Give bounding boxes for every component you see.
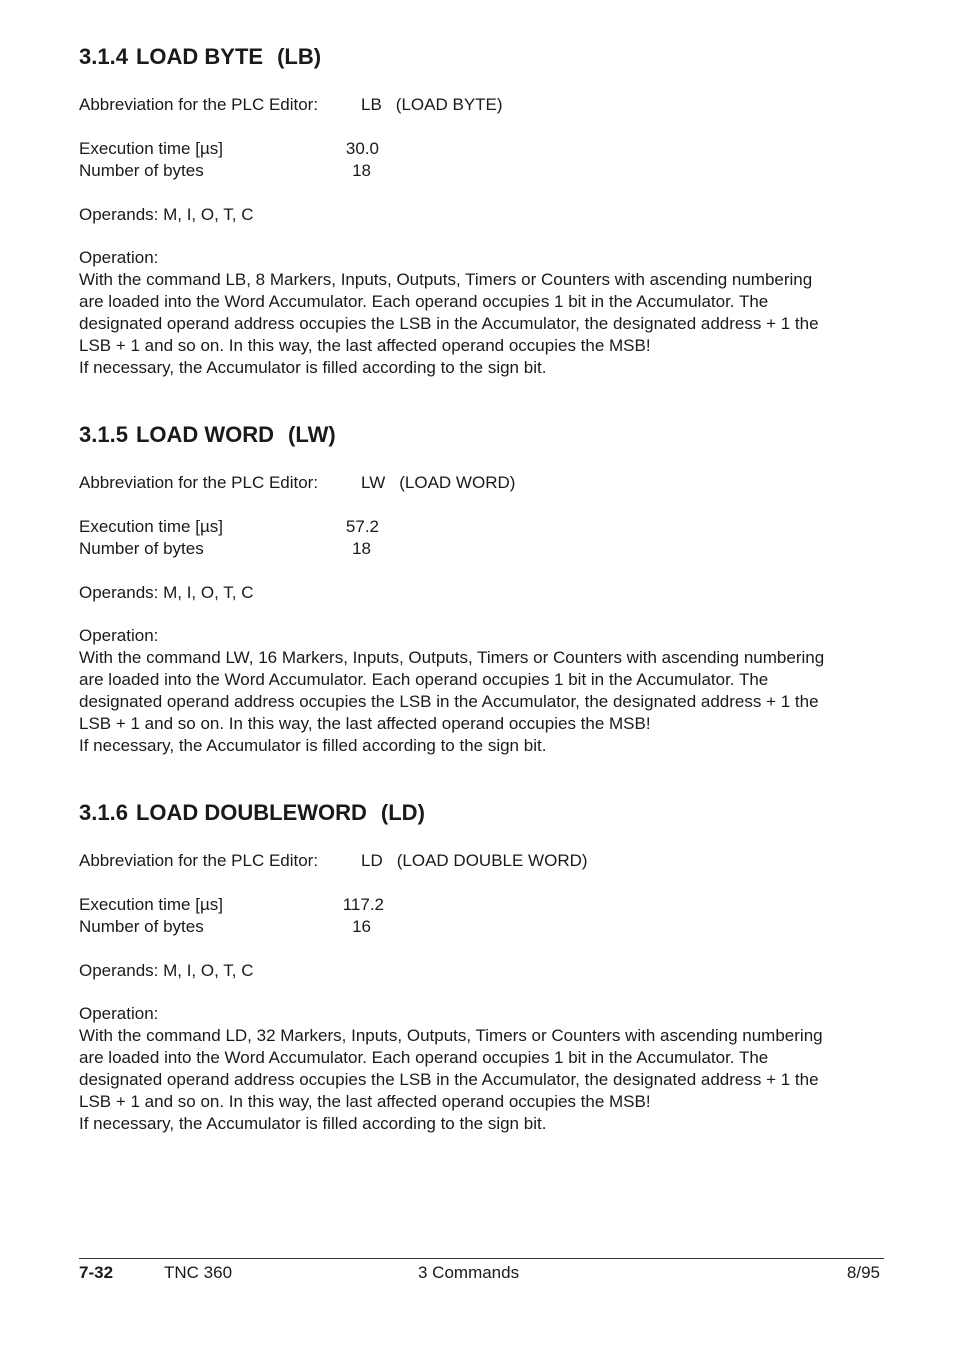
footer-product: TNC 360: [164, 1263, 233, 1282]
abbr-label: Abbreviation for the PLC Editor:: [79, 95, 319, 114]
operation-text: [79, 269, 889, 379]
section-code: (LW): [288, 422, 336, 447]
exec-time-label: Execution time [µs]: [79, 895, 223, 914]
operation-line: designated operand address occupies the LSB in the Accumulator, the designated address + 1 the: [79, 1070, 819, 1089]
exec-time-value: 30.0: [345, 139, 379, 158]
abbr-description: (LOAD WORD): [399, 473, 516, 492]
section-number: 3.1.5: [79, 422, 128, 447]
abbr-description: (LOAD BYTE): [395, 95, 503, 114]
section-heading: [79, 422, 336, 448]
bytes-label: Number of bytes: [79, 539, 204, 558]
section-number: 3.1.6: [79, 800, 128, 825]
operation-line: With the command LD, 32 Markers, Inputs, Outputs, Timers or Counters with ascending numbering: [79, 1026, 823, 1045]
footer-divider: [79, 1258, 884, 1259]
operation-line: LSB + 1 and so on. In this way, the last affected operand occupies the MSB!: [79, 1092, 651, 1111]
operation-text: [79, 1025, 889, 1135]
abbr-mnemonic: LW: [361, 473, 386, 492]
section-title: LOAD DOUBLEWORD: [135, 800, 367, 825]
operands: Operands: M, I, O, T, C: [79, 961, 254, 980]
footer-page-number: 7-32: [79, 1263, 114, 1282]
operation-line: are loaded into the Word Accumulator. Each operand occupies 1 bit in the Accumulator. The: [79, 292, 769, 311]
exec-time-label: Execution time [µs]: [79, 517, 223, 536]
operation-line: LSB + 1 and so on. In this way, the last affected operand occupies the MSB!: [79, 336, 651, 355]
abbr-description: (LOAD DOUBLE WORD): [396, 851, 588, 870]
footer-chapter: 3 Commands: [418, 1263, 520, 1282]
operation-line: If necessary, the Accumulator is filled according to the sign bit.: [79, 358, 547, 377]
abbr-mnemonic: LB: [361, 95, 382, 114]
footer-date: 8/95: [846, 1263, 880, 1282]
bytes-value: 18: [352, 539, 371, 558]
operation-label: Operation:: [79, 626, 159, 645]
section-heading: [79, 44, 321, 70]
abbr-value: [361, 94, 503, 116]
section-number: 3.1.4: [79, 44, 128, 69]
exec-time-label: Execution time [µs]: [79, 139, 223, 158]
bytes-label: Number of bytes: [79, 917, 204, 936]
operation-line: If necessary, the Accumulator is filled according to the sign bit.: [79, 736, 547, 755]
operation-line: LSB + 1 and so on. In this way, the last affected operand occupies the MSB!: [79, 714, 651, 733]
section-code: (LB): [277, 44, 322, 69]
bytes-value: 18: [352, 161, 371, 180]
exec-time-value: 57.2: [345, 517, 379, 536]
operation-line: are loaded into the Word Accumulator. Each operand occupies 1 bit in the Accumulator. The: [79, 670, 769, 689]
operation-line: are loaded into the Word Accumulator. Each operand occupies 1 bit in the Accumulator. The: [79, 1048, 769, 1067]
operation-line: designated operand address occupies the LSB in the Accumulator, the designated address + 1 the: [79, 314, 819, 333]
abbr-label: Abbreviation for the PLC Editor:: [79, 473, 319, 492]
operation-label: Operation:: [79, 1004, 159, 1023]
operation-line: With the command LB, 8 Markers, Inputs, Outputs, Timers or Counters with ascending numbering: [79, 270, 813, 289]
section-code: (LD): [380, 800, 425, 825]
operation-line: If necessary, the Accumulator is filled according to the sign bit.: [79, 1114, 547, 1133]
abbr-mnemonic: LD: [361, 851, 383, 870]
bytes-label: Number of bytes: [79, 161, 204, 180]
abbr-label: Abbreviation for the PLC Editor:: [79, 851, 319, 870]
operation-line: With the command LW, 16 Markers, Inputs, Outputs, Timers or Counters with ascending numbering: [79, 648, 825, 667]
abbr-value: [361, 850, 588, 872]
exec-time-value: 117.2: [342, 895, 384, 914]
section-title: LOAD BYTE: [135, 44, 264, 69]
operation-line: designated operand address occupies the LSB in the Accumulator, the designated address + 1 the: [79, 692, 819, 711]
bytes-value: 16: [352, 917, 371, 936]
section-heading: [79, 800, 425, 826]
operation-label: Operation:: [79, 248, 159, 267]
operation-text: [79, 647, 889, 757]
abbr-value: [361, 472, 515, 494]
section-title: LOAD WORD: [135, 422, 275, 447]
operands: Operands: M, I, O, T, C: [79, 583, 254, 602]
operands: Operands: M, I, O, T, C: [79, 205, 254, 224]
